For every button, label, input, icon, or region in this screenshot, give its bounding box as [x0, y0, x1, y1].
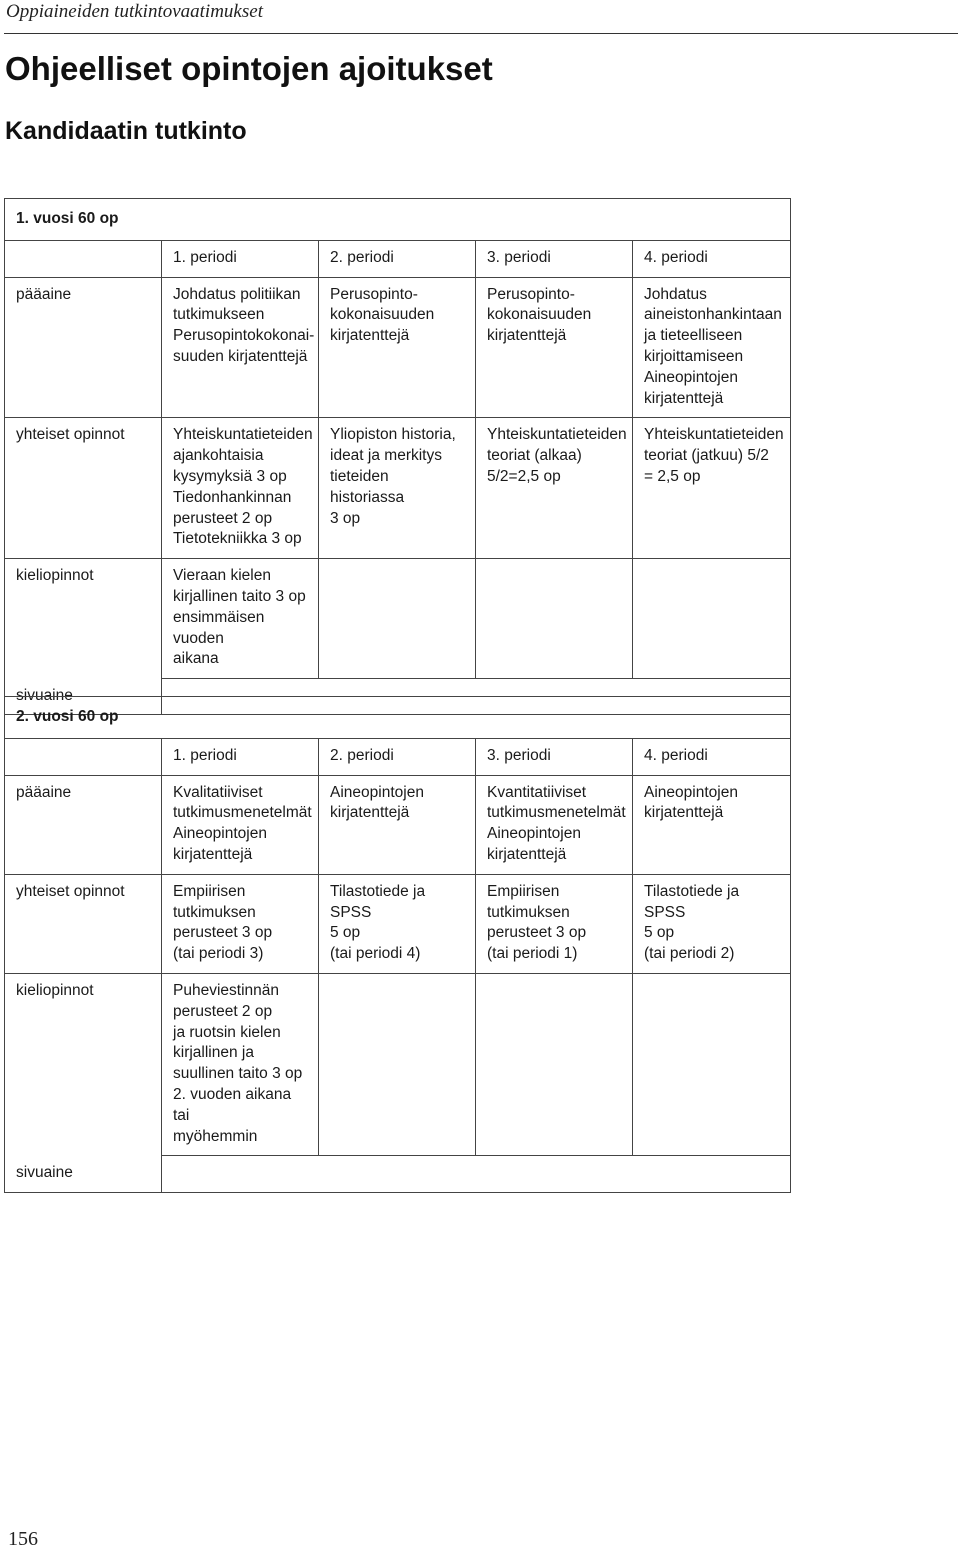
- course-cell: Puheviestinnän perusteet 2 op ja ruotsin kielen kirjallinen ja suullinen taito 3 op 2. vuoden aikana tai myöhemmin: [162, 973, 319, 1155]
- row-label: sivuaine: [5, 679, 162, 715]
- period-header: 4. periodi: [633, 240, 791, 277]
- schedule-row-paaaine: [5, 277, 791, 418]
- course-cell: Aineopintojen kirjatenttejä: [633, 775, 791, 874]
- page-title: Ohjeelliset opintojen ajoitukset: [5, 50, 493, 87]
- course-cell: Yhteiskuntatieteiden ajankohtaisia kysymyksiä 3 op Tiedonhankinnan perusteet 2 op Tietotekniikka 3 op: [162, 418, 319, 559]
- course-cell: Empiirisen tutkimuksen perusteet 3 op (tai periodi 3): [162, 874, 319, 973]
- course-cell: Vieraan kielen kirjallinen taito 3 op ensimmäisen vuoden aikana: [162, 559, 319, 679]
- course-cell: Johdatus aineistonhankintaan ja tieteelliseen kirjoittamiseen Aineopintojen kirjatenttejä: [633, 277, 791, 418]
- course-cell: Perusopinto- kokonaisuuden kirjatenttejä: [319, 277, 476, 418]
- course-cell: Kvalitatiiviset tutkimusmenetelmät Aineopintojen kirjatenttejä: [162, 775, 319, 874]
- period-header-row: [5, 240, 791, 277]
- row-label: pääaine: [5, 775, 162, 874]
- course-cell: Tilastotiede ja SPSS 5 op (tai periodi 2): [633, 874, 791, 973]
- course-cell: Yliopiston historia, ideat ja merkitys tieteiden historiassa 3 op: [319, 418, 476, 559]
- section-title: Kandidaatin tutkinto: [5, 117, 247, 145]
- course-cell: Perusopinto- kokonaisuuden kirjatenttejä: [476, 277, 633, 418]
- header-rule: [4, 33, 958, 34]
- course-cell: [633, 559, 791, 679]
- period-header: 2. periodi: [319, 240, 476, 277]
- period-header: 2. periodi: [319, 738, 476, 775]
- period-header: 3. periodi: [476, 738, 633, 775]
- period-header-row: [5, 738, 791, 775]
- row-label: pääaine: [5, 277, 162, 418]
- course-cell: Kvantitatiiviset tutkimusmenetelmät Aineopintojen kirjatenttejä: [476, 775, 633, 874]
- empty-label-cell: [5, 240, 162, 277]
- row-label: sivuaine: [5, 1156, 162, 1192]
- year-title: 2. vuosi 60 op: [5, 697, 791, 739]
- row-label: yhteiset opinnot: [5, 874, 162, 973]
- schedule-row-sivuaine: [5, 1156, 791, 1192]
- schedule-row-kieliopinnot: [5, 973, 791, 1155]
- course-cell: Yhteiskuntatieteiden teoriat (alkaa) 5/2=2,5 op: [476, 418, 633, 559]
- course-cell: [476, 973, 633, 1155]
- course-cell: [633, 973, 791, 1155]
- course-cell: [319, 559, 476, 679]
- year-title-row: [5, 199, 791, 241]
- year-1-schedule-table: [4, 198, 791, 715]
- course-cell: Empiirisen tutkimuksen perusteet 3 op (tai periodi 1): [476, 874, 633, 973]
- course-cell: Aineopintojen kirjatenttejä: [319, 775, 476, 874]
- schedule-row-paaaine: [5, 775, 791, 874]
- row-label: kieliopinnot: [5, 973, 162, 1155]
- course-cell: [319, 973, 476, 1155]
- period-header: 4. periodi: [633, 738, 791, 775]
- course-cell: Johdatus politiikan tutkimukseen Perusopintokokonai- suuden kirjatenttejä: [162, 277, 319, 418]
- schedule-row-kieliopinnot: [5, 559, 791, 679]
- course-cell: [476, 559, 633, 679]
- period-header: 3. periodi: [476, 240, 633, 277]
- year-title: 1. vuosi 60 op: [5, 199, 791, 241]
- schedule-row-yhteiset-opinnot: [5, 418, 791, 559]
- schedule-row-yhteiset-opinnot: [5, 874, 791, 973]
- row-label: kieliopinnot: [5, 559, 162, 679]
- running-header: Oppiaineiden tutkintovaatimukset: [6, 1, 263, 22]
- empty-label-cell: [5, 738, 162, 775]
- year-2-schedule-table: [4, 696, 791, 1193]
- period-header: 1. periodi: [162, 240, 319, 277]
- row-label: yhteiset opinnot: [5, 418, 162, 559]
- period-header: 1. periodi: [162, 738, 319, 775]
- course-cell: Yhteiskuntatieteiden teoriat (jatkuu) 5/2 = 2,5 op: [633, 418, 791, 559]
- sivuaine-cell: [162, 1156, 791, 1192]
- course-cell: Tilastotiede ja SPSS 5 op (tai periodi 4): [319, 874, 476, 973]
- page-number: 156: [8, 1528, 38, 1550]
- year-title-row: [5, 697, 791, 739]
